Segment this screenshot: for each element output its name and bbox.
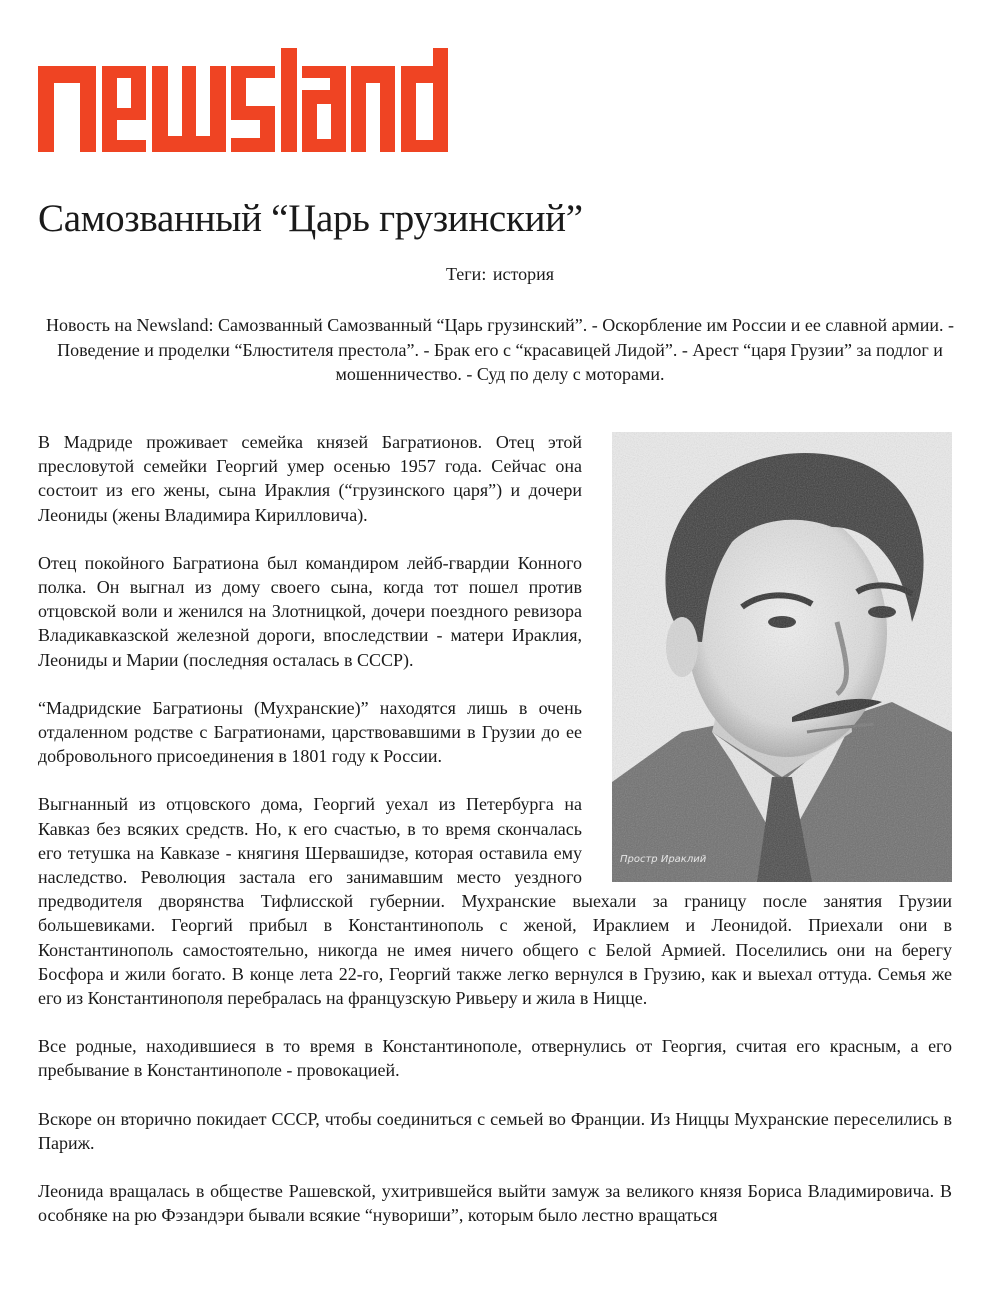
article-paragraph: Леонида вращалась в обществе Рашевской, ухитрившейся выйти замуж за великого князя Бориса Владимировича. В особняке на рю Фэзандэри бывали всякие “нувориши”, которым было лестно вращаться — [38, 1181, 952, 1226]
logo-counter — [117, 78, 131, 108]
logo-letter-a — [302, 66, 346, 152]
article-lead: Новость на Newsland: Самозванный Самозванный “Царь грузинский”. - Оскорбление им России и ее славной армии. - Поведение и проделки “Блюстителя престола”. - Брак его с “красавицей Лидой”. - Арест “царя Грузии” за подлог и мошенничество. - Суд по делу с моторами. — [46, 315, 954, 384]
logo-letter-l — [281, 48, 297, 152]
logo-letter-d — [401, 48, 448, 152]
logo-letter-e — [102, 66, 146, 152]
article-paragraph: “Мадридские Багратионы (Мухранские)” находятся лишь в очень отдаленном родстве с Багратионами, царствовавшими в Грузии до ее добровольного присоединения в 1801 году к России. — [38, 697, 582, 767]
article-paragraph: Отец покойного Багратиона был командиром лейб-гвардии Конного полка. Он выгнал из дому своего сына, когда тот пошел против отцовской воли и женился на Злотницкой, дочери поездного ревизора Владикавказской железной дороги, впоследствии - матери Ираклия, Леониды и Марии (последняя осталась в СССР). — [38, 552, 582, 670]
article-paragraph: Все родные, находившиеся в то время в Константинополе, отвернулись от Георгия, считая его красным, а его пребывание в Константинополе - провокацией. — [38, 1036, 952, 1081]
article-paragraph: Выгнанный из отцовского дома, Георгий уехал из Петербурга на Кавказ без всяких средств. Но, к его счастью, в то время скончалась его тетушка на Кавказе - княгиня Шервашидзе, которая оставила ему наследство. Революция застала его занимавшим место уездного предводителя дворянства Тифлисской губернии. Мухранские выехали за границу после занятия Грузии большевиками. Георгий прибыл в Константинополь с женой, Ираклием и Леонидой. Приехали они в Константинополь самостоятельно, никогда не имея ничего общего с Белой Армией. Поселились они на берегу Босфора и жили богато. В конце лета 22-го, Георгий также легко вернулся в Грузию, как и выехал оттуда. Семья же его из Константинополя перебралась на французскую Ривьеру и жила в Ницце. — [38, 794, 952, 1009]
article-photo — [612, 432, 952, 882]
logo-stroke — [152, 66, 226, 152]
tags-line — [0, 264, 1000, 285]
article-body — [38, 430, 952, 1251]
logo-letter-s — [231, 66, 275, 152]
newsland-logo[interactable] — [38, 48, 454, 152]
logo-counter — [246, 78, 275, 106]
logo-counter — [117, 120, 146, 140]
logo-counter — [196, 66, 210, 136]
logo-glyphs — [38, 48, 448, 152]
logo-letter-w — [152, 66, 226, 152]
logo-counter — [54, 83, 80, 152]
logo-counter — [416, 83, 433, 140]
article-paragraph: В Мадриде проживает семейка князей Багратионов. Отец этой пресловутой семейки Георгий умер осенью 1957 года. Сейчас она состоит из его жены, сына Ираклия (“грузинского царя”) и дочери Леониды (жены Владимира Кирилловича). — [38, 432, 582, 525]
photo-caption: Простр Ираклий — [620, 853, 707, 865]
article-paragraph: Вскоре он вторично покидает СССР, чтобы соединиться с семьей во Франции. Из Ниццы Мухранские переселились в Париж. — [38, 1108, 952, 1153]
logo-letter-n — [38, 66, 96, 152]
logo-counter — [366, 83, 380, 152]
portrait-image — [612, 432, 952, 882]
article-title: Самозванный “Царь грузинский” — [38, 197, 583, 240]
logo-counter — [231, 120, 260, 138]
logo-counter — [302, 78, 330, 90]
tags-label: Теги: — [446, 264, 487, 284]
tag-link[interactable]: история — [492, 264, 554, 284]
logo-counter — [168, 66, 182, 136]
logo-letter-n2 — [351, 66, 395, 152]
logo-stroke — [433, 48, 448, 68]
logo-counter — [317, 104, 331, 139]
logo-stroke — [281, 48, 297, 152]
newsland-logo-graphic — [38, 48, 454, 152]
